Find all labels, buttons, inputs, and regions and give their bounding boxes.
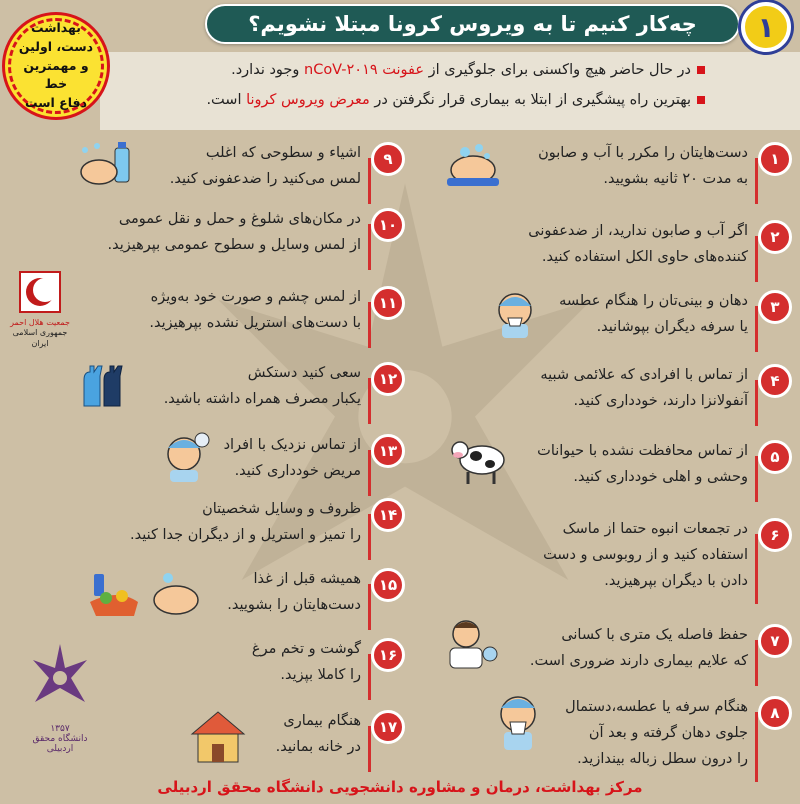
hand-wash-icon	[445, 140, 501, 190]
tip-number-badge: ۷	[758, 624, 792, 658]
tip-item-16	[70, 636, 405, 696]
university-logo	[20, 640, 100, 760]
disinfect-icon	[75, 140, 135, 190]
tip-divider-line	[755, 640, 758, 686]
tip-number-badge: ۲	[758, 220, 792, 254]
tip-number-badge: ۵	[758, 440, 792, 474]
tip-text: از تماس نزدیک با افراد مریض خودداری کنید.	[223, 437, 361, 479]
tip-number-badge: ۱۰	[371, 208, 405, 242]
tip-divider-line	[368, 450, 371, 496]
footer-credit: مرکز بهداشت، درمان و مشاوره دانشجویی دانشگاه محقق اردبیلی	[157, 778, 643, 796]
tip-text: گوشت و تخم مرغ را کاملا بپزید.	[251, 641, 361, 683]
tip-item-3	[412, 288, 792, 348]
tip-text: حفظ فاصله یک متری با کسانی که علایم بیماری دارند ضروری است.	[529, 627, 748, 669]
house-icon	[188, 708, 248, 764]
tip-text: در تجمعات انبوه حتما از ماسک استفاده کنید و از روبوسی و دست دادن با دیگران بپرهیزید.	[543, 521, 748, 589]
food-wash-icon	[88, 568, 208, 620]
tip-item-14	[70, 496, 405, 556]
tip-text: از تماس محافظت نشده با حیوانات وحشی و اهلی خودداری کنید.	[537, 443, 748, 485]
university-emblem-icon	[25, 640, 95, 720]
sick-person-icon	[160, 430, 212, 484]
tip-divider-line	[755, 380, 758, 426]
tip-text: از تماس با افرادی که علائمی شبیه آنفولانزا دارند، خودداری کنید.	[540, 367, 748, 409]
tip-text: دهان و بینی‌تان را هنگام عطسه یا سرفه دیگران بپوشانید.	[559, 293, 748, 335]
bullet-square-icon	[697, 66, 705, 74]
tip-item-6	[412, 516, 792, 600]
tip-number-badge: ۱۵	[371, 568, 405, 602]
tissue-person-icon	[490, 690, 546, 752]
tip-text: اشیاء و سطوحی که اغلب لمس می‌کنید را ضدعفونی کنید.	[169, 145, 361, 187]
doctor-icon	[438, 616, 500, 670]
tip-divider-line	[368, 378, 371, 424]
bullet-square-icon	[697, 96, 705, 104]
university-name: دانشگاه محقق اردبیلی	[32, 734, 88, 754]
tip-number-badge: ۱۷	[371, 710, 405, 744]
tip-divider-line	[368, 726, 371, 772]
tip-divider-line	[755, 236, 758, 282]
tip-divider-line	[368, 224, 371, 270]
red-crescent-logo	[10, 270, 70, 350]
tip-text: دست‌هایتان را مکرر با آب و صابون به مدت ۲۰ ثانیه بشویید.	[538, 145, 748, 187]
red-crescent-name: جمعیت هلال احمر	[10, 318, 70, 327]
tip-text: هنگام سرفه یا عطسه،دستمال جلوی دهان گرفته و بعد آن را درون سطل زباله بیندازید.	[565, 699, 748, 767]
tip-item-8	[412, 694, 792, 778]
tip-divider-line	[755, 534, 758, 604]
tip-item-11	[70, 284, 405, 344]
tip-item-4	[412, 362, 792, 422]
red-crescent-icon	[18, 270, 62, 314]
tip-number-badge: ۱	[758, 142, 792, 176]
intro-line-2: بهترین راه پیشگیری از ابتلا به بیماری قرار نگرفتن در معرض ویروس کرونا است.	[206, 92, 705, 108]
tip-divider-line	[368, 302, 371, 348]
tip-divider-line	[755, 306, 758, 352]
tip-divider-line	[368, 158, 371, 204]
university-year: ۱۳۵۷	[50, 724, 70, 734]
tip-divider-line	[368, 584, 371, 630]
tip-divider-line	[755, 158, 758, 204]
intro-line-1: در حال حاضر هیچ واکسنی برای جلوگیری از عفونت nCoV-۲۰۱۹ وجود ندارد.	[231, 62, 705, 78]
tip-number-badge: ۱۴	[371, 498, 405, 532]
tip-text: اگر آب و صابون ندارید، از ضدعفونی کننده‌های حاوی الکل استفاده کنید.	[528, 223, 748, 265]
page-title: چه‌کار کنیم تا به ویروس کرونا مبتلا نشویم؟	[205, 4, 740, 44]
tip-divider-line	[368, 654, 371, 700]
cow-icon	[450, 430, 510, 486]
tip-number-badge: ۳	[758, 290, 792, 324]
tip-number-badge: ۸	[758, 696, 792, 730]
tip-text: سعی کنید دستکش یکبار مصرف همراه داشته باشید.	[163, 365, 361, 407]
tip-number-badge: ۴	[758, 364, 792, 398]
section-number-badge: ۱	[741, 2, 791, 52]
tip-number-badge: ۱۶	[371, 638, 405, 672]
tip-text: همیشه قبل از غذا دست‌هایتان را بشویید.	[227, 571, 361, 613]
tip-divider-line	[755, 456, 758, 502]
red-crescent-subtitle: جمهوری اسلامی ایران	[12, 328, 68, 348]
tip-number-badge: ۶	[758, 518, 792, 552]
tip-item-13	[70, 432, 405, 492]
tip-number-badge: ۱۲	[371, 362, 405, 396]
tip-text: هنگام بیماری در خانه بمانید.	[275, 713, 361, 755]
tip-number-badge: ۹	[371, 142, 405, 176]
tip-text: در مکان‌های شلوغ و حمل و نقل عمومی از لمس وسایل و سطوح عمومی بپرهیزید.	[107, 211, 361, 253]
gloves-icon	[78, 362, 126, 410]
tip-number-badge: ۱۳	[371, 434, 405, 468]
tip-text: ظروف و وسایل شخصیتان را تمیز و استریل و از دیگران جدا کنید.	[130, 501, 361, 543]
tip-divider-line	[368, 514, 371, 560]
tip-text: از لمس چشم و صورت خود به‌ویژه با دست‌های استریل نشده بپرهیزید.	[149, 289, 361, 331]
sneeze-person-icon	[490, 288, 540, 340]
tip-item-2	[412, 218, 792, 278]
hand-hygiene-callout: بهداشت دست، اولین و مهمترین خط دفاع است	[2, 12, 110, 120]
tip-number-badge: ۱۱	[371, 286, 405, 320]
tip-item-10	[70, 206, 405, 266]
